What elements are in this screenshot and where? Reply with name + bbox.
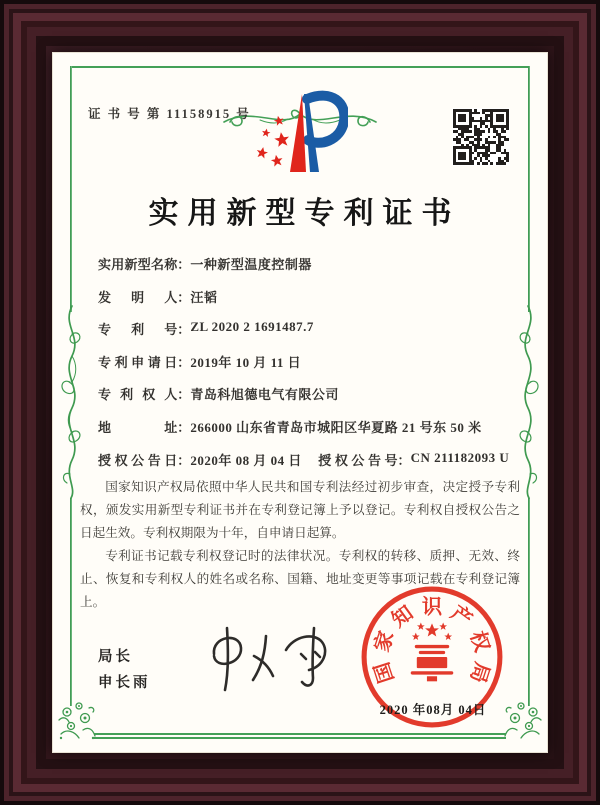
field-label: 地址 [98, 419, 178, 435]
field-label: 专利号 [98, 322, 178, 338]
svg-text:产: 产 [446, 602, 476, 632]
field-grant-number [318, 450, 509, 469]
field-colon: ： [177, 257, 191, 272]
svg-text:知: 知 [388, 602, 418, 632]
field-grant-date [98, 450, 315, 469]
field-row-name [98, 254, 514, 287]
legal-paragraph-1: 国家知识产权局依照中华人民共和国专利法经过初步审查，决定授予专利权，颁发实用新型专利证书并在专利登记簿上予以登记。专利权自授权公告之日起生效。专利权期限为十年，自申请日起算。 [80, 480, 520, 540]
field-value: 2020年 08 月 04 日 [190, 452, 302, 468]
svg-text:识: 识 [421, 596, 443, 619]
border-line-right-lower [528, 498, 530, 706]
field-colon: ： [397, 452, 411, 468]
certificate-title: 实用新型专利证书 [148, 197, 461, 230]
cnipa-logo-icon [252, 88, 348, 180]
field-value: 汪韬 [190, 289, 218, 305]
border-line-top [70, 66, 530, 68]
field-row-inventor [98, 287, 514, 320]
field-colon: ： [177, 322, 191, 338]
legal-paragraph-2: 专利证书记载专利权登记时的法律状况。专利权的转移、质押、无效、终止、恢复和专利权人的姓名或名称、国籍、地址变更等事项记载在专利登记簿上。 [80, 548, 520, 609]
seal-date: 2020 年08月 04日 [379, 703, 487, 717]
commissioner-block [98, 644, 151, 696]
certificate-paper [52, 52, 548, 753]
field-label: 专利权人 [98, 387, 178, 403]
field-value: 2019年 10 月 11 日 [190, 354, 302, 370]
svg-text:国: 国 [371, 659, 399, 686]
left-scroll-ornament-icon [57, 304, 85, 500]
field-colon: ： [177, 289, 191, 305]
field-colon: ： [177, 419, 191, 435]
qr-code [452, 108, 510, 166]
field-colon: ： [177, 354, 191, 370]
field-value: CN 211182093 U [410, 449, 510, 465]
field-label: 授权公告号 [318, 452, 398, 468]
field-value: 266000 山东省青岛市城阳区华夏路 21 号东 50 米 [190, 419, 482, 435]
field-row-patentee [98, 384, 514, 417]
field-value: 青岛科旭德电气有限公司 [190, 387, 339, 403]
field-list [98, 254, 514, 482]
field-row-filing-date [98, 352, 514, 385]
signature-handwriting-icon [198, 618, 338, 706]
field-value: 一种新型温度控制器 [190, 257, 312, 272]
commissioner-name: 申长雨 [98, 675, 151, 691]
field-row-address [98, 417, 514, 450]
certificate-number: 证 书 号 第 11158915 号 [88, 107, 251, 121]
svg-text:局: 局 [465, 659, 493, 686]
border-line-left-lower [70, 498, 72, 706]
field-label: 授权公告日 [98, 452, 178, 468]
field-label: 专利申请日 [98, 354, 178, 370]
field-label: 实用新型名称 [98, 257, 178, 272]
svg-text:家: 家 [371, 628, 399, 655]
right-scroll-ornament-icon [515, 304, 543, 500]
svg-text:权: 权 [465, 628, 493, 655]
commissioner-title: 局长 [98, 649, 133, 665]
field-row-patent-number [98, 319, 514, 352]
field-colon: ： [177, 452, 191, 468]
bottom-left-floral-icon [55, 698, 97, 742]
border-line-bottom [94, 733, 506, 739]
national-emblem-icon [411, 623, 454, 682]
field-value: ZL 2020 2 1691487.7 [190, 319, 314, 335]
field-label: 发明人 [98, 289, 178, 305]
field-colon: ： [177, 387, 191, 403]
